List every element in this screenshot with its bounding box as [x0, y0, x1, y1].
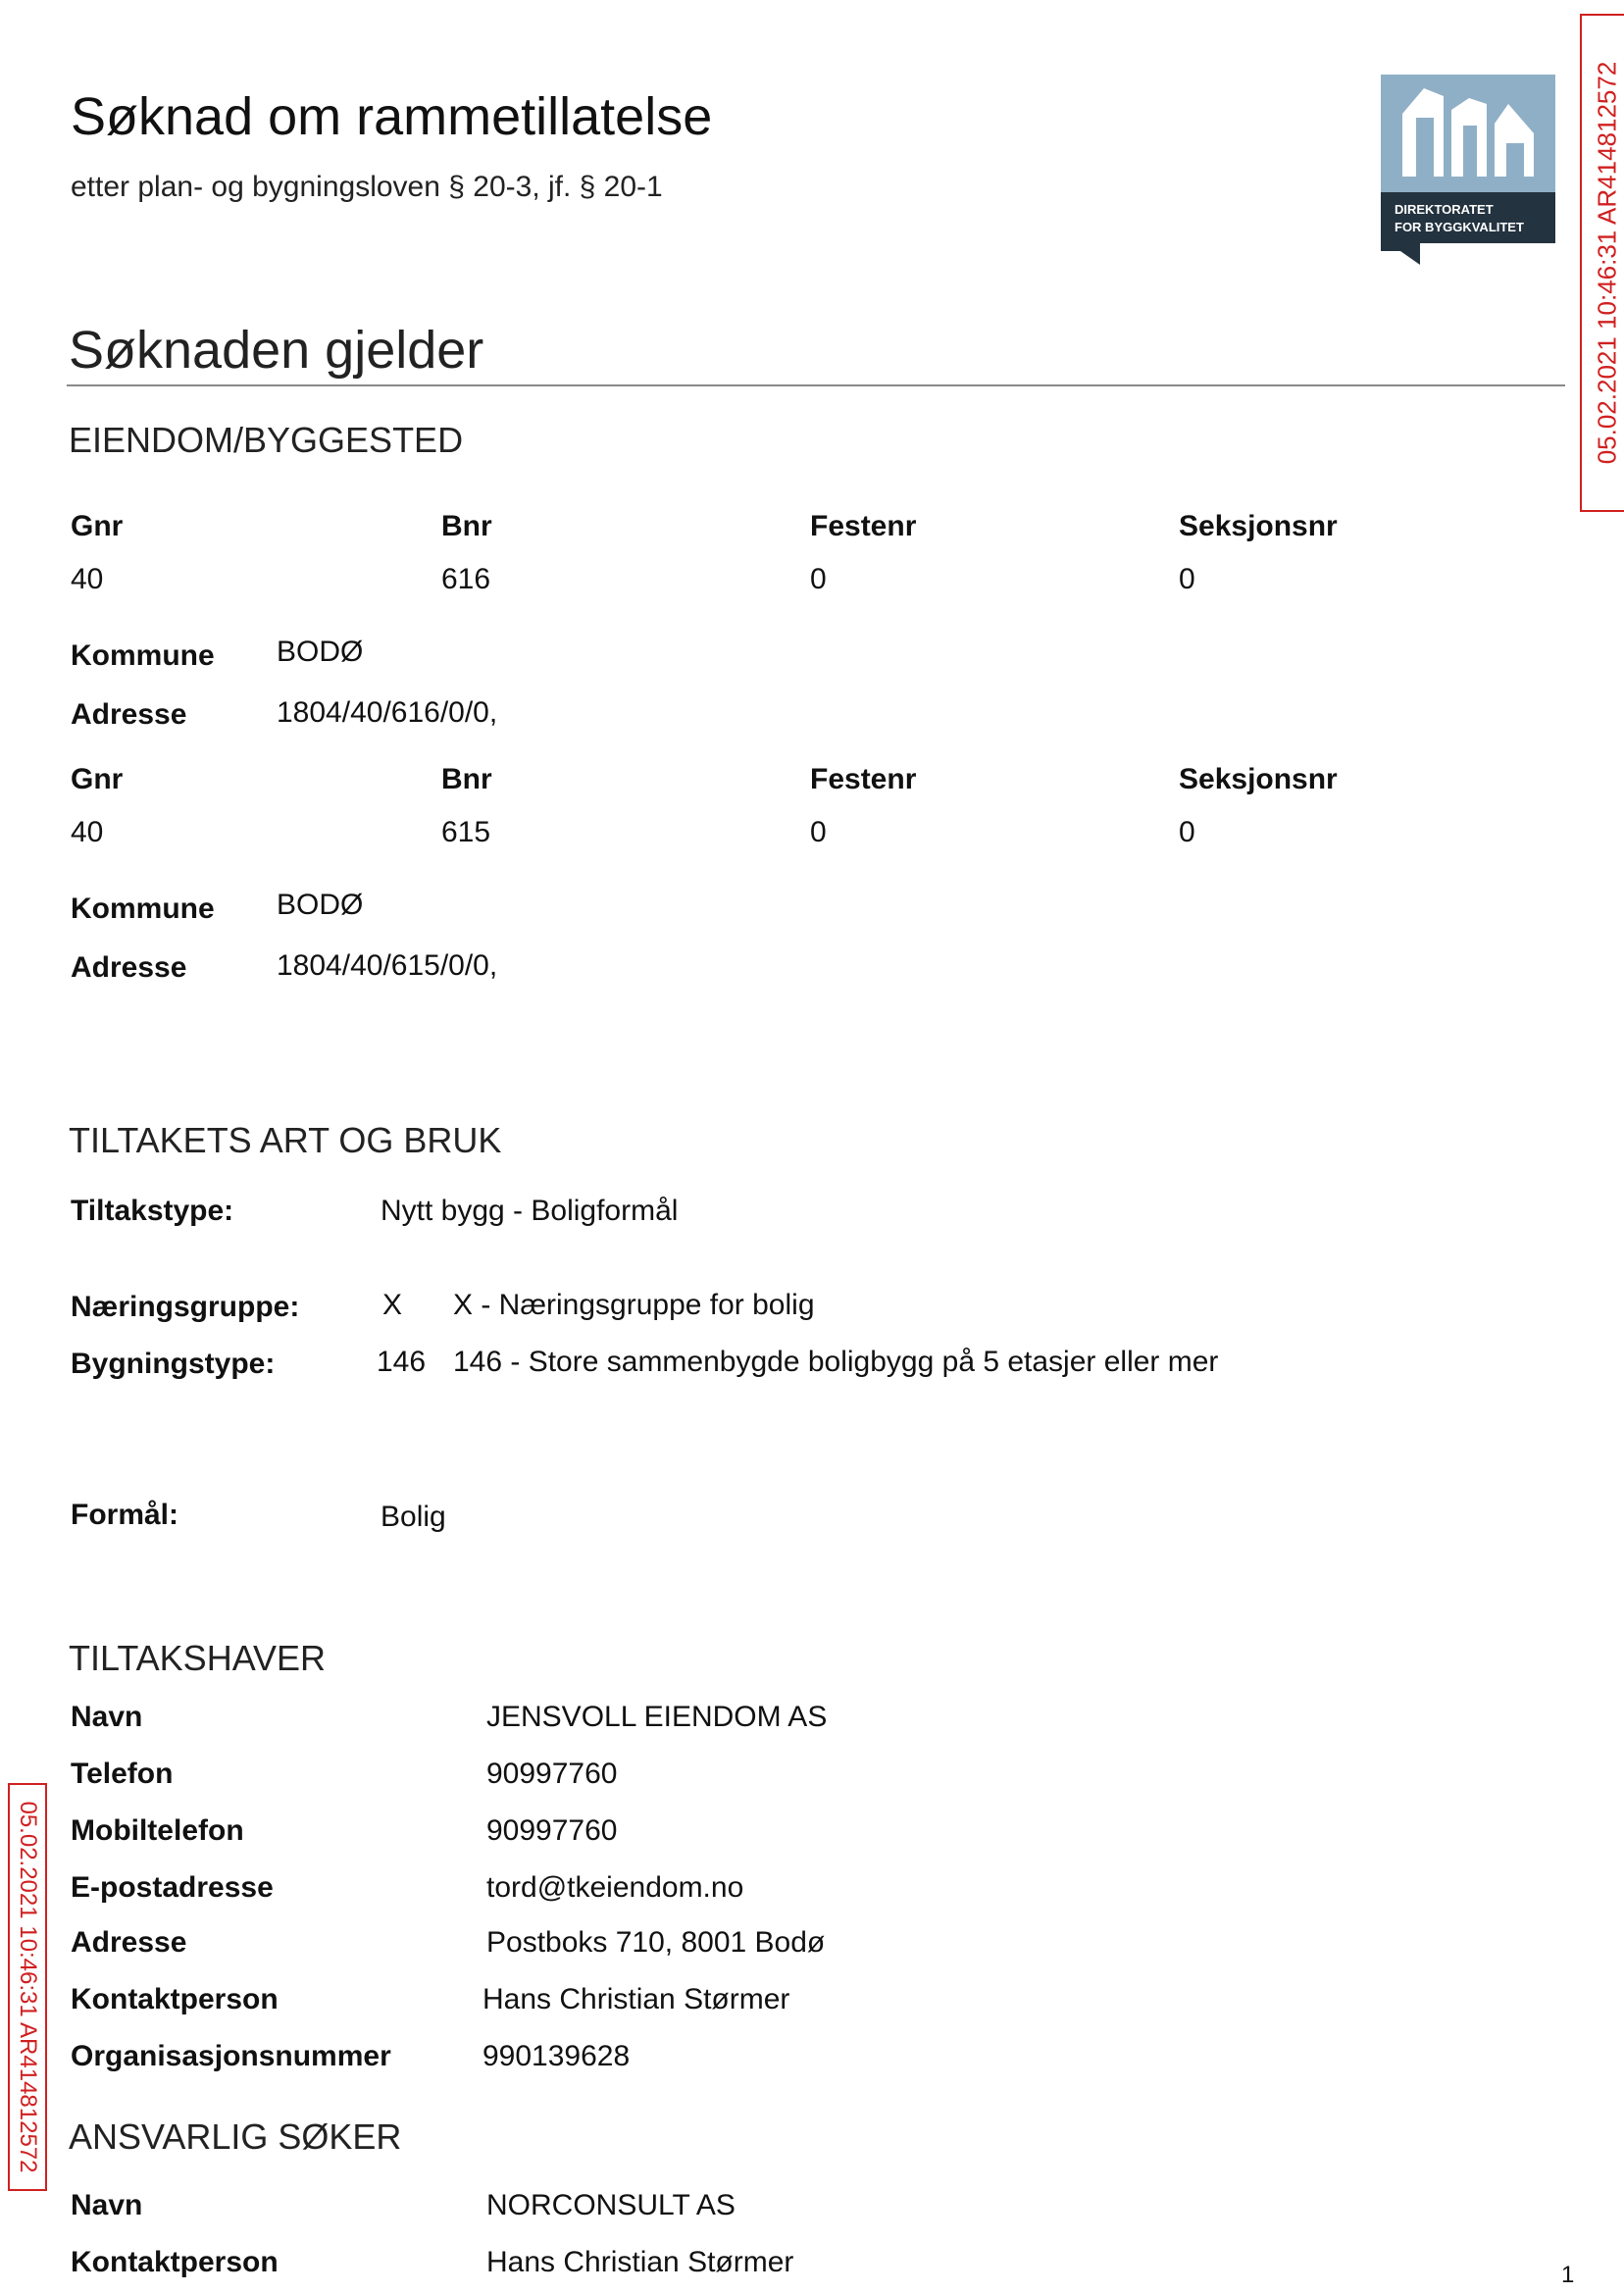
naeringsgruppe-value: X - Næringsgruppe for bolig: [453, 1289, 815, 1321]
logo-text-line1: DIREKTORATET: [1395, 202, 1494, 217]
telefon-value: 90997760: [486, 1758, 618, 1790]
bnr-value: 616: [441, 563, 491, 595]
seksjonsnr-value: 0: [1179, 563, 1195, 595]
gnr-value: 40: [71, 816, 104, 848]
mobiltelefon-value: 90997760: [486, 1814, 618, 1847]
adresse-label: Adresse: [71, 951, 187, 984]
dibk-logo: [1381, 75, 1555, 265]
kontaktperson-value: Hans Christian Størmer: [486, 2246, 794, 2278]
epost-label: E-postadresse: [71, 1871, 274, 1904]
formal-label: Formål:: [71, 1499, 179, 1531]
col-label-gnr: Gnr: [71, 763, 124, 795]
bnr-value: 615: [441, 816, 491, 848]
festenr-value: 0: [810, 563, 827, 595]
kontaktperson-value: Hans Christian Størmer: [482, 1983, 790, 2015]
page-number: 1: [1561, 2262, 1575, 2288]
adresse-value: 1804/40/616/0/0,: [277, 696, 498, 729]
tiltakstype-label: Tiltakstype:: [71, 1195, 234, 1227]
navn-value: JENSVOLL EIENDOM AS: [486, 1701, 828, 1733]
seksjonsnr-value: 0: [1179, 816, 1195, 848]
navn-label: Navn: [71, 2189, 143, 2221]
logo-text-line2: FOR BYGGKVALITET: [1395, 220, 1524, 234]
section-title-ansvarlig-soker: ANSVARLIG SØKER: [69, 2116, 402, 2157]
telefon-label: Telefon: [71, 1758, 174, 1790]
adresse-value: Postboks 710, 8001 Bodø: [486, 1926, 826, 1959]
receipt-stamp-right: [1580, 14, 1624, 512]
kommune-label: Kommune: [71, 639, 215, 672]
navn-value: NORCONSULT AS: [486, 2189, 736, 2221]
festenr-value: 0: [810, 816, 827, 848]
navn-label: Navn: [71, 1701, 143, 1733]
adresse-value: 1804/40/615/0/0,: [277, 949, 498, 982]
col-label-gnr: Gnr: [71, 510, 124, 542]
adresse-label: Adresse: [71, 698, 187, 731]
naeringsgruppe-label: Næringsgruppe:: [71, 1291, 300, 1323]
tiltakstype-value: Nytt bygg - Boligformål: [381, 1195, 679, 1227]
section-title-eiendom: EIENDOM/BYGGESTED: [69, 420, 464, 460]
bygningstype-code: 146: [377, 1346, 427, 1378]
naeringsgruppe-code: X: [382, 1289, 403, 1321]
col-label-bnr: Bnr: [441, 763, 492, 795]
gnr-value: 40: [71, 563, 104, 595]
formal-value: Bolig: [381, 1501, 446, 1533]
main-heading: Søknaden gjelder: [69, 321, 484, 380]
document-subtitle: etter plan- og bygningsloven § 20-3, jf. § 20-1: [71, 171, 663, 203]
mobiltelefon-label: Mobiltelefon: [71, 1814, 244, 1847]
kontaktperson-label: Kontaktperson: [71, 2246, 279, 2278]
stamp-text: 05.02.2021 10:46:31 AR414812572: [1592, 61, 1622, 465]
col-label-festenr: Festenr: [810, 763, 917, 795]
kommune-value: BODØ: [277, 889, 364, 921]
kommune-value: BODØ: [277, 636, 364, 668]
bygningstype-value: 146 - Store sammenbygde boligbygg på 5 etasjer eller mer: [453, 1346, 1219, 1378]
section-title-tiltakshaver: TILTAKSHAVER: [69, 1638, 327, 1678]
receipt-stamp-left: [8, 1783, 47, 2191]
bygningstype-label: Bygningstype:: [71, 1348, 276, 1380]
col-label-festenr: Festenr: [810, 510, 917, 542]
kommune-label: Kommune: [71, 892, 215, 925]
document-title: Søknad om rammetillatelse: [71, 87, 713, 146]
col-label-seksjonsnr: Seksjonsnr: [1179, 510, 1338, 542]
organisasjonsnummer-label: Organisasjonsnummer: [71, 2040, 391, 2072]
organisasjonsnummer-value: 990139628: [482, 2040, 631, 2072]
kontaktperson-label: Kontaktperson: [71, 1983, 279, 2015]
epost-value: tord@tkeiendom.no: [486, 1871, 744, 1904]
section-title-tiltak: TILTAKETS ART OG BRUK: [69, 1120, 502, 1160]
col-label-seksjonsnr: Seksjonsnr: [1179, 763, 1338, 795]
adresse-label: Adresse: [71, 1926, 187, 1959]
stamp-text: 05.02.2021 10:46:31 AR414812572: [15, 1801, 41, 2173]
heading-divider: [67, 384, 1565, 386]
col-label-bnr: Bnr: [441, 510, 492, 542]
